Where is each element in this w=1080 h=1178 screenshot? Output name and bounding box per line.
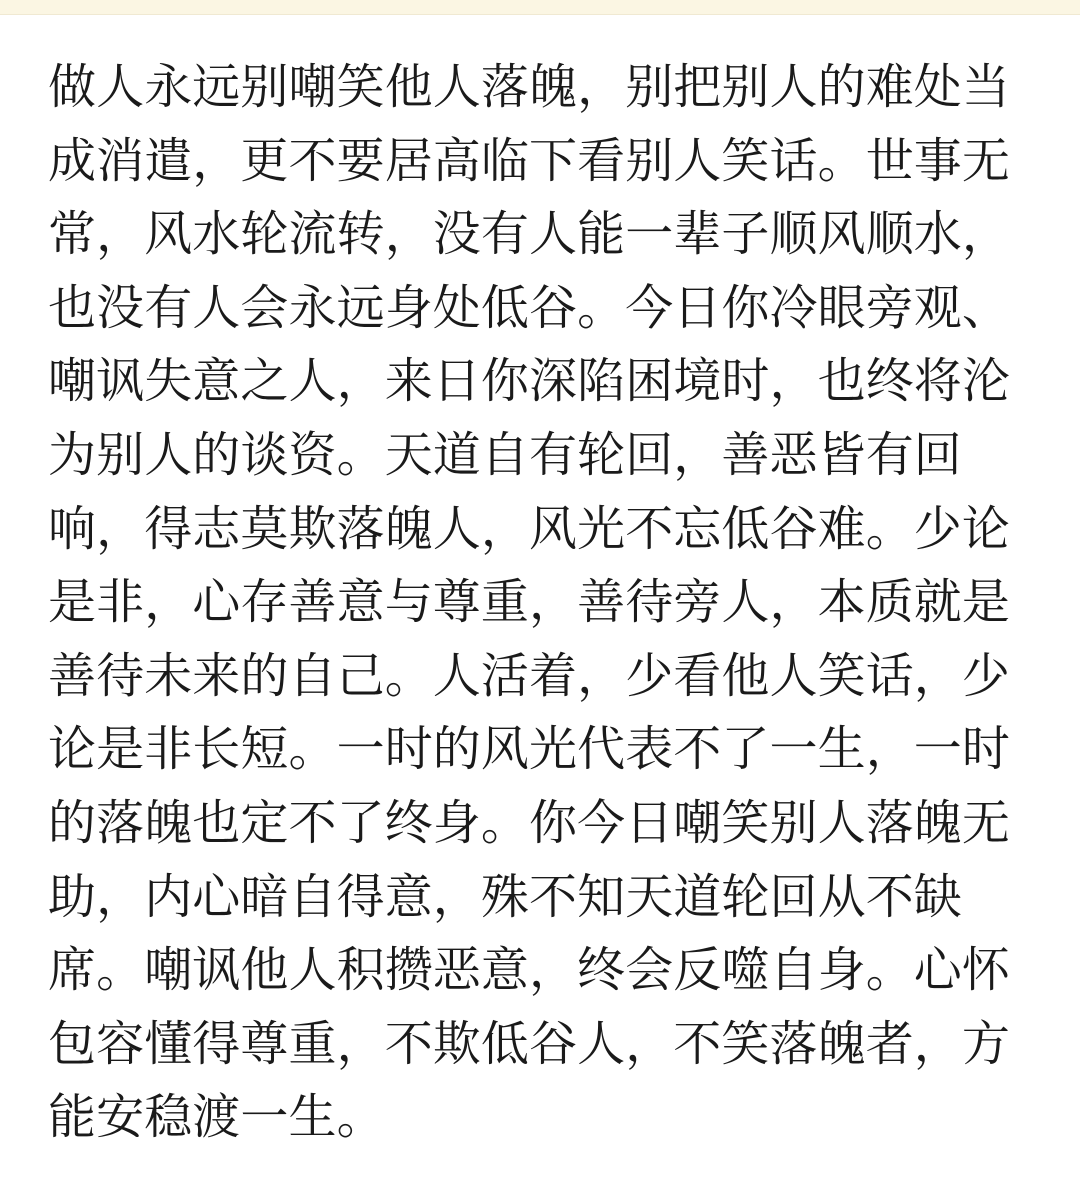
text-line: 助，内心暗自得意，殊不知天道轮回从不缺 — [48, 868, 962, 925]
text-line: 成消遣，更不要居高临下看别人笑话。世事无 — [48, 132, 1011, 189]
text-line: 论是非长短。一时的风光代表不了一生，一时 — [48, 721, 1011, 778]
top-highlight-strip — [0, 0, 1080, 15]
text-line: 包容懂得尊重，不欺低谷人，不笑落魄者，方 — [48, 1015, 1011, 1072]
text-line: 嘲讽失意之人，来日你深陷困境时，也终将沦 — [48, 353, 1011, 410]
text-line: 做人永远别嘲笑他人落魄，别把别人的难处当 — [48, 59, 1011, 115]
text-line: 是非，心存善意与尊重，善待旁人，本质就是 — [48, 574, 1011, 631]
text-line: 能安稳渡一生。 — [48, 1089, 385, 1146]
text-line: 席。嘲讽他人积攒恶意，终会反噬自身。心怀 — [48, 942, 1011, 999]
text-line: 为别人的谈资。天道自有轮回，善恶皆有回 — [48, 426, 962, 483]
text-line: 也没有人会永远身处低谷。今日你冷眼旁观、 — [48, 279, 1011, 336]
article-text — [48, 51, 1038, 1155]
text-line: 常，风水轮流转，没有人能一辈子顺风顺水， — [48, 206, 1011, 263]
text-line: 响，得志莫欺落魄人，风光不忘低谷难。少论 — [48, 500, 1011, 557]
text-line: 善待未来的自己。人活着，少看他人笑话，少 — [48, 647, 1011, 704]
text-line: 的落魄也定不了终身。你今日嘲笑别人落魄无 — [48, 794, 1011, 851]
